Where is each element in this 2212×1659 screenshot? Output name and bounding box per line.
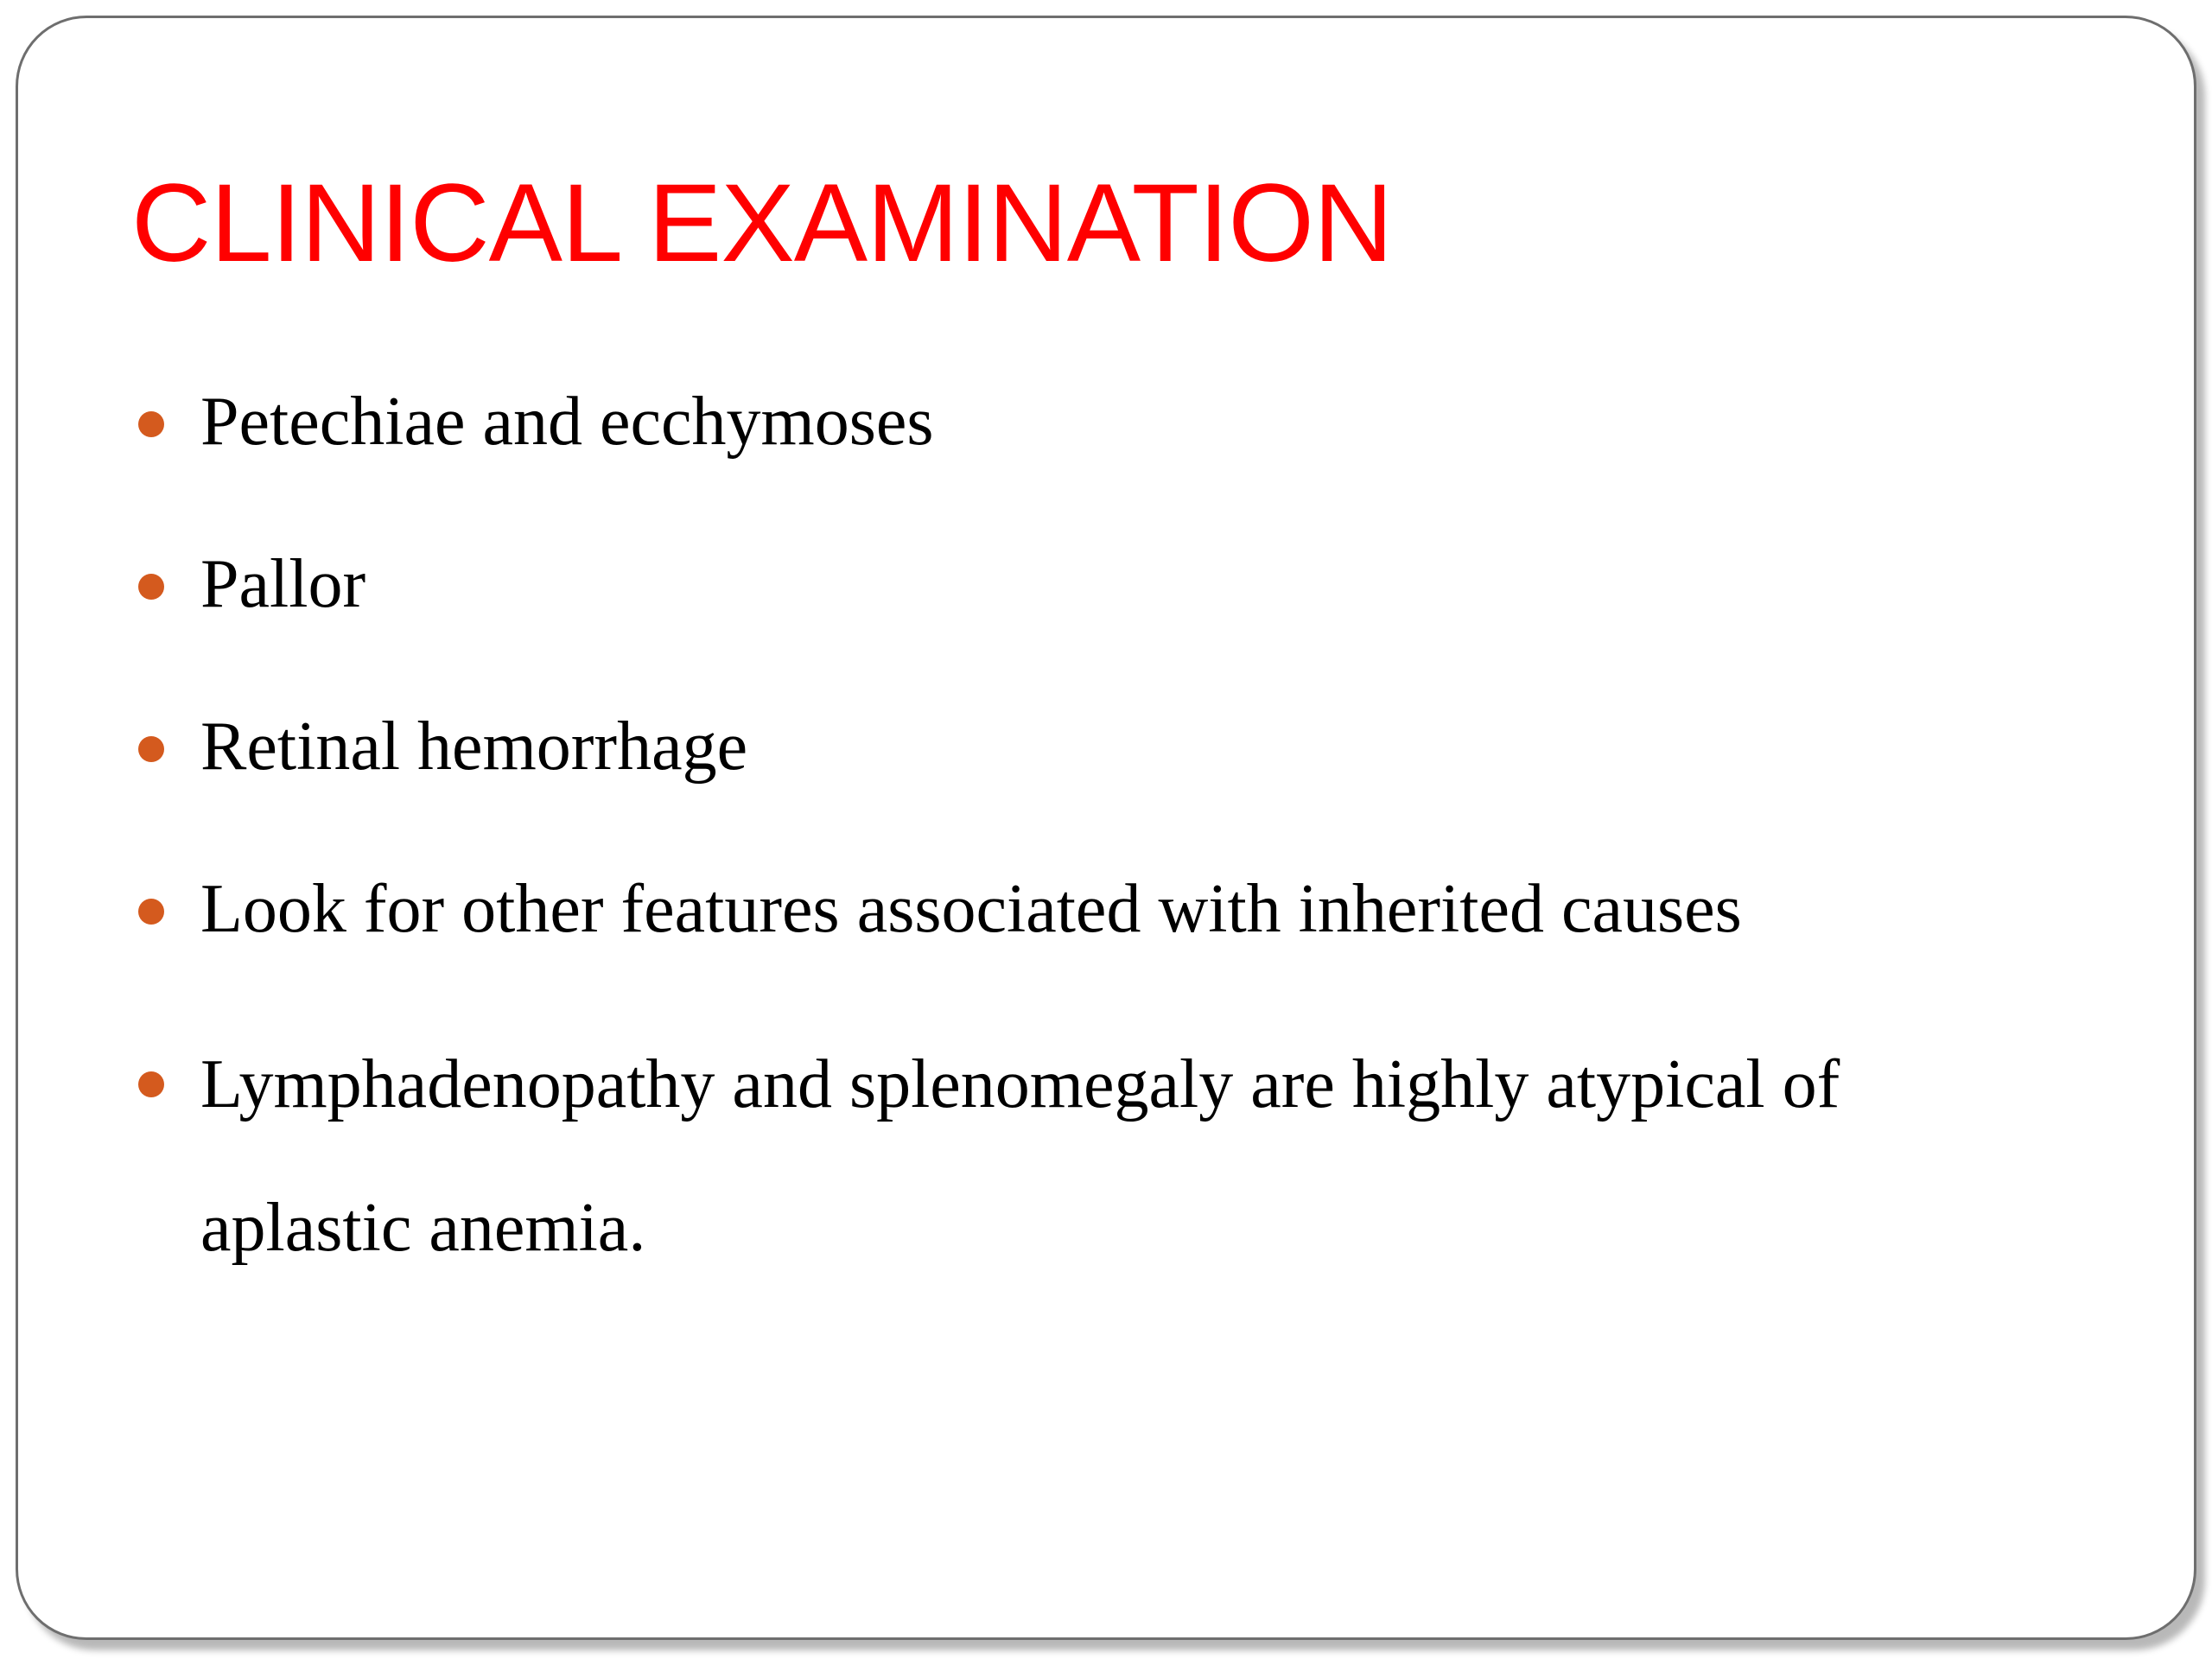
slide-title: CLINICAL EXAMINATION bbox=[131, 162, 1393, 285]
bullet-point-icon bbox=[138, 574, 164, 600]
bullet-text: Lymphadenopathy and splenomegaly are highly atypical of aplastic anemia. bbox=[200, 1046, 1840, 1266]
list-item bbox=[131, 688, 2075, 805]
bullet-point-icon bbox=[138, 411, 164, 437]
bullet-text: Look for other features associated with inherited causes bbox=[200, 871, 1742, 947]
list-item bbox=[131, 525, 2075, 643]
bullet-text: Pallor bbox=[200, 546, 366, 622]
list-item bbox=[131, 1013, 2075, 1300]
bullet-point-icon bbox=[138, 899, 164, 925]
list-item bbox=[131, 363, 2075, 480]
bullet-list bbox=[131, 363, 2075, 1344]
bullet-text: Petechiae and ecchymoses bbox=[200, 384, 934, 460]
list-item bbox=[131, 850, 2075, 968]
bullet-point-icon bbox=[138, 1071, 164, 1097]
bullet-text: Retinal hemorrhage bbox=[200, 709, 748, 785]
bullet-point-icon bbox=[138, 736, 164, 762]
